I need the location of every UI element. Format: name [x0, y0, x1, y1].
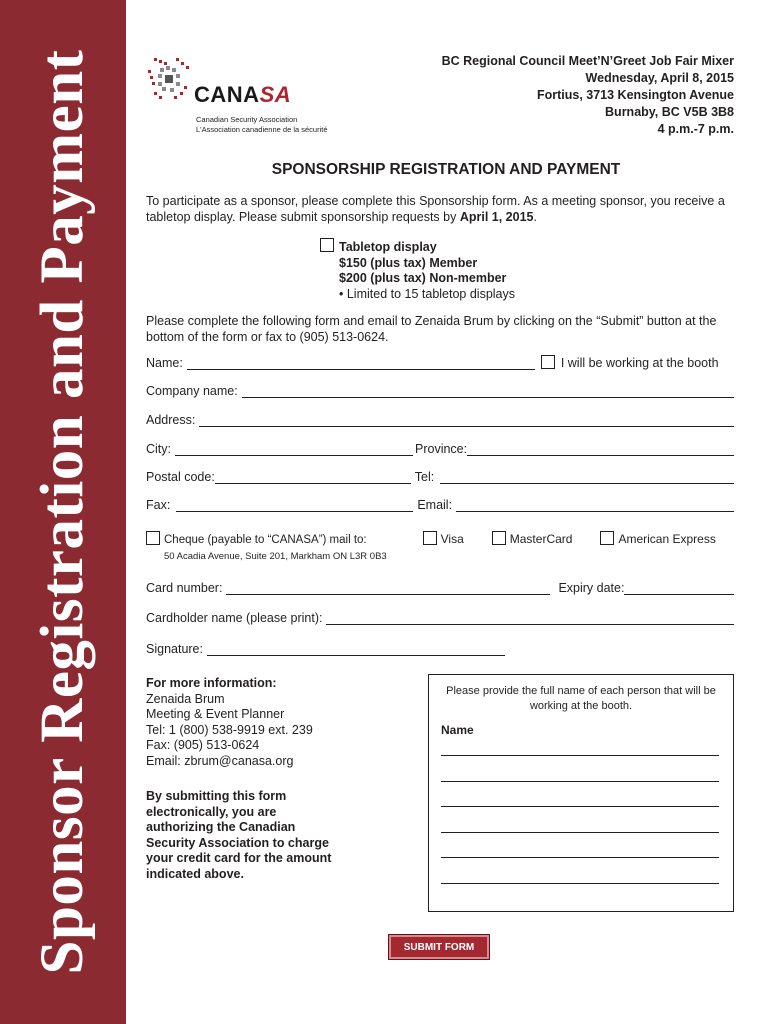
- card-number-field[interactable]: [226, 582, 550, 595]
- cheque-checkbox[interactable]: [146, 531, 160, 545]
- logo-wordmark: CANASA: [194, 82, 292, 107]
- contact-fax: Fax: (905) 513-0624: [146, 738, 260, 752]
- amex-checkbox[interactable]: [600, 531, 614, 545]
- address-field[interactable]: [199, 414, 734, 427]
- event-name: BC Regional Council Meet’N’Greet Job Fair Mixer: [441, 54, 734, 68]
- booth-name-field[interactable]: [441, 767, 719, 782]
- page-title: SPONSORSHIP REGISTRATION AND PAYMENT: [271, 161, 621, 178]
- signature-field[interactable]: [207, 643, 505, 656]
- company-row: [146, 382, 734, 398]
- tel-field[interactable]: [440, 471, 734, 484]
- cardholder-row: [146, 609, 734, 625]
- logo-subtitle-fr: L'Association canadienne de la sécurité: [196, 125, 328, 134]
- booth-name-field[interactable]: [441, 869, 719, 884]
- logo-subtitle-en: Canadian Security Association: [196, 115, 298, 124]
- tel-label: Tel:: [414, 470, 435, 484]
- booth-checkbox[interactable]: [541, 355, 555, 369]
- contact-name: Zenaida Brum: [146, 691, 225, 706]
- amex-label: American Express: [618, 532, 716, 546]
- mastercard-checkbox[interactable]: [492, 531, 506, 545]
- canasa-logo: [146, 56, 386, 136]
- canasa-emblem-icon: [146, 56, 192, 102]
- fax-field[interactable]: [176, 499, 413, 512]
- event-time: 4 p.m.-7 p.m.: [657, 122, 734, 136]
- name-row: [146, 354, 734, 370]
- tabletop-title: Tabletop display: [339, 240, 437, 254]
- city-label: City:: [146, 442, 171, 456]
- event-date: Wednesday, April 8, 2015: [585, 71, 734, 85]
- card-row: [146, 579, 734, 595]
- booth-name-field[interactable]: [441, 843, 719, 858]
- cardholder-label: Cardholder name (please print):: [146, 611, 323, 625]
- signature-row: [146, 640, 734, 656]
- deadline: April 1, 2015: [459, 210, 534, 224]
- expiry-label: Expiry date:: [558, 581, 625, 595]
- contact-title: Meeting & Event Planner: [146, 707, 285, 721]
- tabletop-option: [320, 238, 515, 302]
- booth-names-intro: Please provide the full name of each person that will be working at the booth.: [446, 685, 716, 712]
- province-field[interactable]: [467, 443, 734, 456]
- booth-name-field[interactable]: [441, 792, 719, 807]
- mastercard-label: MasterCard: [509, 532, 573, 546]
- address-row: [146, 411, 734, 427]
- postal-label: Postal code:: [146, 470, 215, 484]
- booth-name-field[interactable]: [441, 818, 719, 833]
- cardholder-field[interactable]: [326, 612, 734, 625]
- city-field[interactable]: [175, 443, 413, 456]
- contact-info: [146, 676, 346, 769]
- postal-field[interactable]: [215, 471, 411, 484]
- tabletop-member-price: $150 (plus tax) Member: [339, 255, 478, 270]
- tabletop-non-member-price: $200 (plus tax) Non-member: [339, 271, 507, 285]
- tabletop-checkbox[interactable]: [320, 238, 334, 252]
- company-field[interactable]: [242, 385, 734, 398]
- cheque-label: Cheque (payable to “CANASA”) mail to:: [164, 534, 367, 546]
- fax-label: Fax:: [146, 498, 171, 512]
- card-number-label: Card number:: [146, 581, 223, 595]
- sidebar-title: Sponsor Registration and Payment: [29, 49, 96, 975]
- event-venue: Fortius, 3713 Kensington Avenue: [536, 88, 734, 102]
- visa-label: Visa: [440, 532, 464, 546]
- booth-name-field[interactable]: [441, 741, 719, 756]
- company-label: Company name:: [146, 384, 238, 398]
- event-info: [442, 53, 734, 138]
- signature-label: Signature:: [146, 642, 203, 656]
- authorization-notice: By submitting this form electronically, you are authorizing the Canadian Security Association to charge your credit card for the amount indicated above.: [146, 789, 332, 881]
- booth-names-label: Name: [441, 723, 474, 737]
- name-field[interactable]: [187, 357, 535, 370]
- cheque-address: 50 Acadia Avenue, Suite 201, Markham ON L3R 0B3: [164, 551, 387, 562]
- address-label: Address:: [146, 413, 196, 427]
- province-label: Province:: [415, 442, 468, 456]
- postal-row: [146, 468, 734, 484]
- tabletop-limit: • Limited to 15 tabletop displays: [339, 286, 516, 301]
- event-city: Burnaby, BC V5B 3B8: [605, 105, 734, 119]
- intro-paragraph: To participate as a sponsor, please complete this Sponsorship form. As a meeting sponsor, you receive a tabletop display. Please submit sponsorship requests by April 1, 2015.: [146, 194, 725, 224]
- name-label: Name:: [146, 356, 183, 370]
- payment-method-row: [146, 530, 734, 546]
- contact-email: Email: zbrum@canasa.org: [146, 753, 294, 768]
- booth-names-box: [428, 674, 734, 912]
- email-field[interactable]: [456, 499, 734, 512]
- email-label: Email:: [417, 498, 453, 512]
- city-row: [146, 440, 734, 456]
- contact-tel: Tel: 1 (800) 538-9919 ext. 239: [146, 722, 313, 737]
- submit-form-button[interactable]: SUBMIT FORM: [388, 934, 490, 960]
- contact-heading: For more information:: [146, 676, 277, 690]
- booth-label: I will be working at the booth: [560, 356, 719, 370]
- instructions: Please complete the following form and email to Zenaida Brum by clicking on the “Submit” button at the bottom of the form or fax to (905) 513-0624.: [146, 314, 717, 344]
- expiry-field[interactable]: [624, 582, 734, 595]
- visa-checkbox[interactable]: [423, 531, 437, 545]
- sidebar: [0, 0, 126, 1024]
- fax-row: [146, 496, 734, 512]
